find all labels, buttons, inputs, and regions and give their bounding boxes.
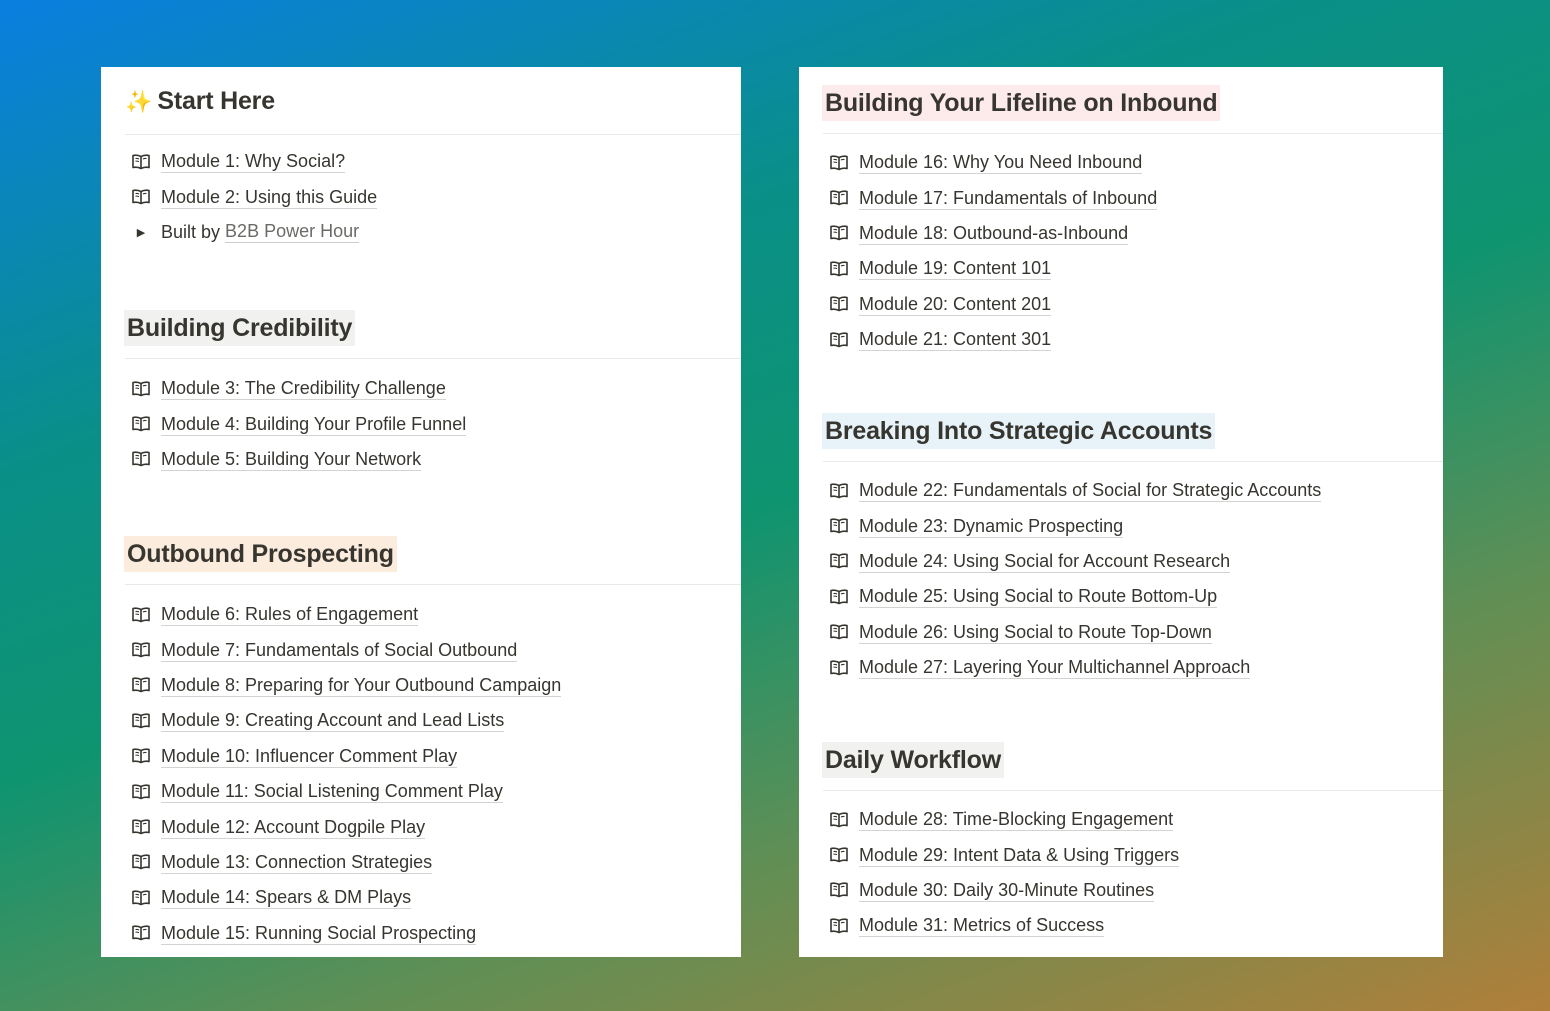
book-icon	[131, 818, 151, 836]
book-icon	[829, 881, 849, 899]
module-title[interactable]: Module 28: Time-Blocking Engagement	[859, 809, 1174, 830]
book-icon	[829, 482, 849, 500]
module-link[interactable]	[125, 774, 741, 809]
module-title[interactable]: Module 19: Content 101	[859, 258, 1052, 279]
module-title[interactable]: Module 21: Content 301	[859, 329, 1052, 350]
module-link[interactable]	[823, 287, 1443, 322]
module-link[interactable]	[125, 809, 741, 844]
built-by-toggle[interactable]	[125, 215, 741, 250]
book-icon	[829, 224, 849, 242]
module-link[interactable]	[125, 406, 741, 441]
book-icon	[131, 889, 151, 907]
module-link[interactable]	[125, 703, 741, 738]
module-list	[125, 597, 741, 951]
section-title: Outbound Prospecting	[124, 536, 397, 572]
book-icon	[829, 331, 849, 349]
module-link[interactable]	[823, 650, 1443, 685]
module-link[interactable]	[823, 615, 1443, 650]
module-title[interactable]: Module 8: Preparing for Your Outbound Campaign	[161, 674, 562, 695]
module-link[interactable]	[823, 216, 1443, 251]
module-list	[125, 371, 741, 477]
book-icon	[829, 846, 849, 864]
sparkles-icon: ✨	[125, 89, 153, 114]
book-icon	[131, 606, 151, 624]
module-link[interactable]	[125, 739, 741, 774]
module-title[interactable]: Module 22: Fundamentals of Social for Strategic Accounts	[859, 480, 1322, 501]
b2b-power-hour-link[interactable]: B2B Power Hour	[225, 221, 360, 242]
module-link[interactable]	[823, 508, 1443, 543]
book-icon	[131, 853, 151, 871]
module-link[interactable]	[125, 845, 741, 880]
module-title[interactable]: Module 29: Intent Data & Using Triggers	[859, 844, 1180, 865]
module-title[interactable]: Module 26: Using Social to Route Top-Down	[859, 621, 1212, 642]
book-icon	[829, 917, 849, 935]
divider	[823, 133, 1443, 134]
module-link[interactable]	[125, 597, 741, 632]
module-title[interactable]: Module 5: Building Your Network	[161, 448, 422, 469]
module-title[interactable]: Module 11: Social Listening Comment Play	[161, 781, 503, 802]
module-link[interactable]	[125, 632, 741, 667]
book-icon	[131, 415, 151, 433]
module-title[interactable]: Module 25: Using Social to Route Bottom-Up	[859, 586, 1218, 607]
book-icon	[829, 552, 849, 570]
module-title[interactable]: Module 9: Creating Account and Lead Lists	[161, 710, 505, 731]
module-title[interactable]: Module 1: Why Social?	[161, 151, 346, 172]
book-icon	[829, 811, 849, 829]
divider	[125, 358, 741, 359]
module-title[interactable]: Module 10: Influencer Comment Play	[161, 745, 458, 766]
divider	[125, 584, 741, 585]
book-icon	[131, 153, 151, 171]
module-list	[823, 802, 1443, 944]
module-title[interactable]: Module 13: Connection Strategies	[161, 851, 433, 872]
book-icon	[131, 924, 151, 942]
section-strategic-accounts	[823, 413, 1443, 685]
module-title[interactable]: Module 6: Rules of Engagement	[161, 604, 419, 625]
module-link[interactable]	[823, 873, 1443, 908]
module-title[interactable]: Module 3: The Credibility Challenge	[161, 378, 446, 399]
book-icon	[131, 188, 151, 206]
book-icon	[131, 712, 151, 730]
section-building-credibility	[125, 310, 741, 477]
section-title: Daily Workflow	[822, 742, 1004, 778]
module-link[interactable]	[125, 442, 741, 477]
book-icon	[829, 517, 849, 535]
module-title[interactable]: Module 18: Outbound-as-Inbound	[859, 222, 1129, 243]
module-link[interactable]	[823, 251, 1443, 286]
module-title[interactable]: Module 27: Layering Your Multichannel Approach	[859, 657, 1251, 678]
divider	[125, 134, 741, 135]
section-title: Building Credibility	[124, 310, 355, 346]
section-building-lifeline-inbound	[823, 85, 1443, 357]
book-icon	[131, 380, 151, 398]
module-title[interactable]: Module 23: Dynamic Prospecting	[859, 515, 1124, 536]
book-icon	[131, 783, 151, 801]
module-link[interactable]	[125, 179, 741, 214]
right-panel	[799, 67, 1443, 957]
module-link[interactable]	[823, 473, 1443, 508]
module-link[interactable]	[823, 908, 1443, 943]
section-title: Breaking Into Strategic Accounts	[822, 413, 1215, 449]
toggle-prefix: Built by	[161, 221, 221, 242]
module-title[interactable]: Module 30: Daily 30-Minute Routines	[859, 879, 1155, 900]
book-icon	[131, 676, 151, 694]
section-title: Building Your Lifeline on Inbound	[822, 85, 1220, 121]
module-link[interactable]	[823, 322, 1443, 357]
section-outbound-prospecting	[125, 536, 741, 951]
book-icon	[829, 189, 849, 207]
module-link[interactable]	[125, 880, 741, 915]
book-icon	[829, 295, 849, 313]
module-title[interactable]: Module 12: Account Dogpile Play	[161, 816, 426, 837]
module-link[interactable]	[823, 802, 1443, 837]
module-title[interactable]: Module 20: Content 201	[859, 293, 1052, 314]
book-icon	[829, 659, 849, 677]
section-daily-workflow	[823, 742, 1443, 944]
book-icon	[131, 450, 151, 468]
module-link[interactable]	[823, 145, 1443, 180]
module-title[interactable]: Module 2: Using this Guide	[161, 186, 378, 207]
module-link[interactable]	[823, 544, 1443, 579]
module-link[interactable]	[125, 371, 741, 406]
section-start-here	[125, 83, 741, 250]
book-icon	[829, 588, 849, 606]
section-title: Start Here	[157, 87, 275, 115]
module-title[interactable]: Module 14: Spears & DM Plays	[161, 887, 412, 908]
triangle-right-icon[interactable]: ▶	[136, 226, 146, 239]
module-title[interactable]: Module 24: Using Social for Account Research	[859, 550, 1231, 571]
book-icon	[131, 641, 151, 659]
module-link[interactable]	[823, 180, 1443, 215]
module-title[interactable]: Module 16: Why You Need Inbound	[859, 152, 1143, 173]
module-list	[125, 144, 741, 250]
module-link[interactable]	[125, 144, 741, 179]
module-title[interactable]: Module 7: Fundamentals of Social Outbound	[161, 639, 518, 660]
module-title[interactable]: Module 15: Running Social Prospecting	[161, 922, 477, 943]
module-title[interactable]: Module 4: Building Your Profile Funnel	[161, 413, 467, 434]
book-icon	[829, 260, 849, 278]
module-link[interactable]	[823, 837, 1443, 872]
module-link[interactable]	[823, 579, 1443, 614]
module-link[interactable]	[125, 668, 741, 703]
module-list	[823, 145, 1443, 357]
book-icon	[131, 747, 151, 765]
book-icon	[829, 623, 849, 641]
module-link[interactable]	[125, 916, 741, 951]
module-title[interactable]: Module 17: Fundamentals of Inbound	[859, 187, 1158, 208]
module-title[interactable]: Module 31: Metrics of Success	[859, 915, 1105, 936]
module-list	[823, 473, 1443, 685]
left-panel	[101, 67, 741, 957]
divider	[823, 461, 1443, 462]
divider	[823, 790, 1443, 791]
book-icon	[829, 154, 849, 172]
